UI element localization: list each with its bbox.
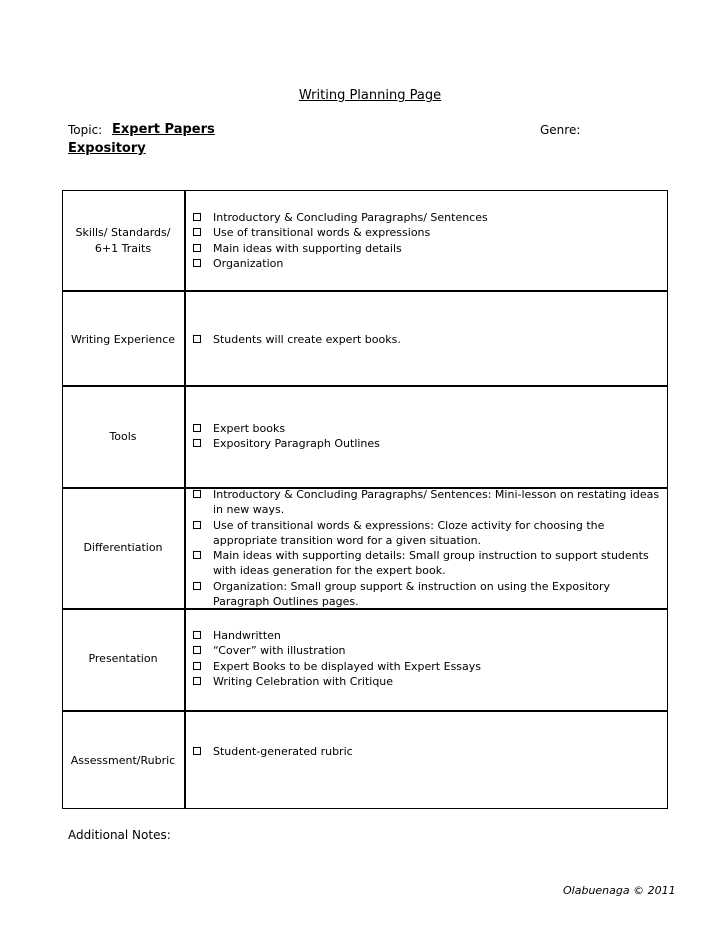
row-label-tools: Tools [109, 430, 137, 443]
presentation-checklist [193, 628, 663, 689]
table-column-divider [184, 190, 186, 809]
item-text: Use of transitional words & expressions [213, 226, 431, 240]
checkbox-icon [193, 646, 201, 654]
writing-experience-checklist [193, 332, 663, 347]
topic-label: Topic: [68, 123, 103, 137]
row-label-skills: Skills/ Standards/ 6+1 Traits [75, 226, 171, 255]
item-text: Organization: Small group support & instruction on using the Expository Paragraph Outlines pages. [213, 579, 610, 609]
item-text: Introductory & Concluding Paragraphs/ Sentences: Mini-lesson on restating ideas in new ways. [213, 488, 660, 517]
checkbox-icon [193, 259, 201, 267]
item-text: Expository Paragraph Outlines [213, 437, 380, 451]
item-text: Organization [213, 256, 284, 270]
differentiation-checklist [193, 487, 663, 609]
table-row-divider [62, 385, 668, 387]
assessment-checklist [193, 744, 663, 759]
list-item [193, 256, 663, 271]
tools-checklist [193, 421, 663, 452]
row-label-differentiation: Differentiation [83, 541, 163, 554]
checkbox-icon [193, 521, 201, 529]
list-item [193, 579, 663, 610]
checkbox-icon [193, 747, 201, 755]
checkbox-icon [193, 631, 201, 639]
checkbox-icon [193, 424, 201, 432]
row-label-presentation: Presentation [88, 652, 158, 665]
list-item [193, 210, 663, 225]
checkbox-icon [193, 228, 201, 236]
list-item [193, 643, 663, 658]
checkbox-icon [193, 677, 201, 685]
list-item [193, 518, 663, 549]
list-item [193, 674, 663, 689]
list-item [193, 548, 663, 579]
additional-notes-label: Additional Notes: [68, 828, 171, 842]
checkbox-icon [193, 439, 201, 447]
checkbox-icon [193, 582, 201, 590]
item-text: “Cover” with illustration [213, 644, 346, 658]
list-item [193, 659, 663, 674]
item-text: Expert books [213, 422, 286, 435]
list-item [193, 225, 663, 240]
checkbox-icon [193, 213, 201, 221]
checkbox-icon [193, 490, 201, 498]
genre-label: Genre: [540, 123, 581, 137]
item-text: Handwritten [213, 629, 281, 642]
checkbox-icon [193, 551, 201, 559]
list-item [193, 332, 663, 347]
genre-value: Expository [68, 141, 146, 156]
list-item [193, 421, 663, 436]
checkbox-icon [193, 662, 201, 670]
copyright-footer: Olabuenaga © 2011 [563, 884, 676, 897]
table-row-divider [62, 290, 668, 292]
list-item [193, 628, 663, 643]
checkbox-icon [193, 244, 201, 252]
item-text: Main ideas with supporting details: Small group instruction to support students with ideas generation for the expert book. [213, 549, 649, 578]
topic-value: Expert Papers [112, 122, 215, 137]
item-text: Student-generated rubric [213, 745, 353, 758]
item-text: Introductory & Concluding Paragraphs/ Sentences [213, 211, 488, 224]
checkbox-icon [193, 335, 201, 343]
list-item [193, 744, 663, 759]
item-text: Writing Celebration with Critique [213, 674, 394, 688]
item-text: Use of transitional words & expressions: Cloze activity for choosing the appropriate transition word for a given situation. [213, 518, 605, 547]
list-item [193, 241, 663, 256]
skills-checklist [193, 210, 663, 271]
row-label-writing-experience: Writing Experience [70, 333, 176, 346]
item-text: Expert Books to be displayed with Expert Essays [213, 659, 482, 673]
list-item [193, 436, 663, 451]
item-text: Students will create expert books. [213, 333, 401, 346]
page-title: Writing Planning Page [298, 88, 442, 103]
row-label-assessment: Assessment/Rubric [70, 754, 176, 767]
list-item [193, 487, 663, 518]
item-text: Main ideas with supporting details [213, 241, 402, 255]
table-row-divider [62, 710, 668, 712]
